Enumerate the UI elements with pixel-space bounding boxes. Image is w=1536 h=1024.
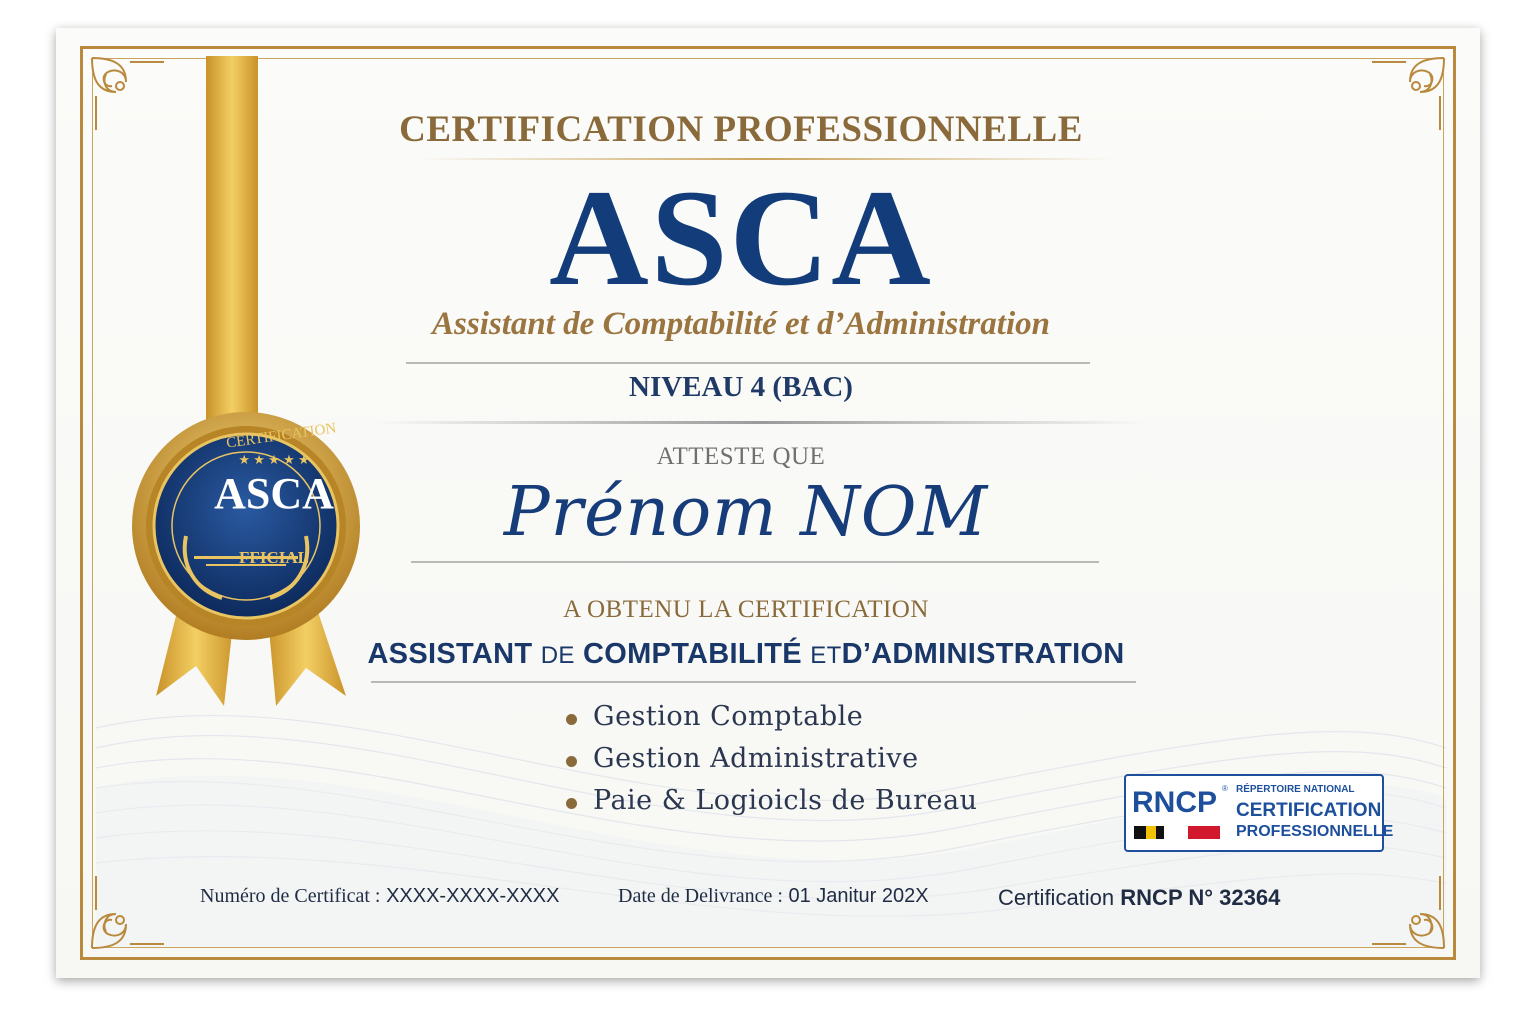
- divider: [411, 561, 1099, 563]
- rncp-number-label: Certification: [998, 885, 1115, 910]
- certification-title: [356, 638, 1136, 671]
- bullet-icon: [566, 756, 577, 767]
- skill-label: Paie & Logioicls de Bureau: [593, 785, 978, 816]
- certificate-number: [200, 885, 559, 908]
- seal-top-text: CERTIFICATION: [225, 420, 338, 452]
- cert-title-word: ET: [810, 642, 842, 669]
- divider: [376, 421, 1146, 424]
- seal-bottom-text: FFICIAL: [239, 548, 309, 567]
- cert-title-word: DE: [540, 642, 575, 669]
- skill-label: Gestion Administrative: [593, 743, 919, 774]
- certificate-heading: CERTIFICATION PROFESSIONNELLE: [399, 109, 1083, 150]
- cert-number-value: XXXX-XXXX-XXXX: [386, 885, 560, 907]
- program-acronym: ASCA: [549, 161, 933, 314]
- rncp-number: [998, 885, 1280, 911]
- issue-date: [618, 885, 929, 908]
- cert-title-word: COMPTABILITÉ: [583, 638, 802, 670]
- attests-label: ATTESTE QUE: [656, 443, 826, 470]
- seal-stars: ★ ★ ★ ★ ★: [238, 452, 310, 467]
- recipient-name: Prénom NOM: [503, 473, 989, 552]
- bullet-icon: [566, 714, 577, 725]
- skill-label: Gestion Comptable: [593, 701, 864, 732]
- registered-mark: ®: [1222, 784, 1228, 793]
- cert-number-label: Numéro de Certificat :: [200, 885, 381, 907]
- rncp-number-value: RNCP N° 32364: [1120, 885, 1281, 910]
- seal-center-text: ASCA: [214, 469, 334, 518]
- certificate-sheet: [56, 28, 1480, 978]
- level-label: NIVEAU 4 (BAC): [629, 371, 853, 403]
- skills-list: [566, 701, 978, 827]
- program-subtitle: Assistant de Comptabilité et d’Administration: [432, 306, 1050, 342]
- list-item: [566, 743, 978, 785]
- rncp-badge: [1124, 774, 1394, 852]
- flag-icon: [1146, 826, 1156, 839]
- divider: [406, 362, 1090, 364]
- divider: [371, 681, 1136, 683]
- bullet-icon: [566, 798, 577, 809]
- flag-icon: [1188, 826, 1220, 839]
- cert-title-word: ASSISTANT: [367, 638, 533, 670]
- corner-ornament-icon: [86, 870, 170, 954]
- seal-ribbon: [116, 56, 376, 716]
- corner-ornament-icon: [1366, 52, 1450, 136]
- list-item: [566, 785, 978, 827]
- corner-ornament-icon: [1366, 870, 1450, 954]
- date-label: Date de Delivrance :: [618, 885, 783, 907]
- rncp-line1: RÉPERTOIRE NATIONAL: [1236, 784, 1355, 795]
- cert-title-word: D’ADMINISTRATION: [841, 638, 1125, 670]
- divider: [416, 158, 1116, 160]
- rncp-line3: PROFESSIONNELLE: [1236, 823, 1394, 840]
- rncp-line2: CERTIFICATION: [1236, 800, 1382, 821]
- list-item: [566, 701, 978, 743]
- rncp-logo: RNCP: [1132, 786, 1218, 819]
- date-value: 01 Janitur 202X: [788, 885, 929, 907]
- obtained-label: A OBTENU LA CERTIFICATION: [563, 596, 929, 623]
